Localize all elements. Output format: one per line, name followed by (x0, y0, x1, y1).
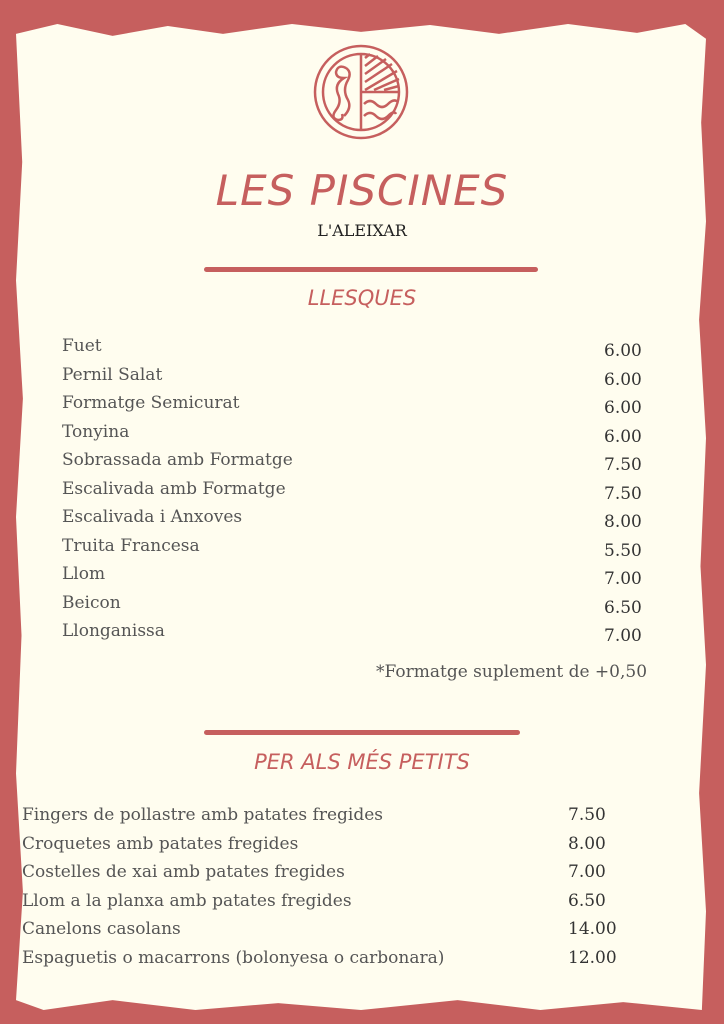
section-title-llesques: LLESQUES (307, 286, 417, 310)
menu-item-price: 12.00 (568, 947, 617, 968)
menu-item-name: Canelons casolans (22, 919, 181, 939)
menu-item-price: 8.00 (568, 833, 606, 854)
menu-item-price: 6.00 (604, 341, 642, 361)
menu-item-price: 7.50 (568, 805, 606, 825)
menu-item-name: Llom a la planxa amb patates fregides (22, 890, 352, 911)
menu-item-price: 6.00 (604, 369, 642, 390)
menu-item-price: 5.50 (604, 540, 642, 561)
restaurant-location: L'ALEIXAR (317, 221, 407, 240)
menu-item-name: Costelles de xai amb patates fregides (22, 862, 345, 882)
menu-item-name: Croquetes amb patates fregides (22, 833, 299, 854)
menu-item-name: Pernil Salat (62, 364, 163, 385)
menu-item-price: 6.50 (604, 597, 642, 618)
divider (204, 730, 520, 735)
menu-item-name: Fingers de pollastre amb patates fregides (22, 805, 384, 825)
menu-item-price: 7.00 (604, 569, 642, 589)
menu-item-price: 6.50 (568, 890, 606, 911)
menu-item-price: 7.50 (604, 483, 642, 504)
menu-item-price: 6.00 (604, 398, 642, 418)
menu-item-name: Llom (62, 564, 106, 584)
menu-item-name: Truita Francesa (62, 535, 200, 556)
menu-item-name: Espaguetis o macarrons (bolonyesa o carbonara) (22, 947, 445, 968)
menu-item-price: 7.00 (604, 626, 642, 646)
seahorse-logo-icon (310, 44, 412, 140)
menu-item-price: 14.00 (568, 919, 617, 939)
divider (204, 267, 538, 272)
menu-item-price: 8.00 (604, 512, 642, 532)
menu-item-name: Formatge Semicurat (62, 393, 240, 413)
menu-item-name: Llonganissa (62, 621, 165, 641)
menu-item-name: Tonyina (62, 421, 130, 442)
menu-item-name: Beicon (62, 592, 121, 613)
menu-item-name: Sobrassada amb Formatge (62, 450, 293, 470)
menu-item-price: 6.00 (604, 426, 642, 447)
restaurant-title: LES PISCINES (215, 166, 509, 215)
menu-item-name: Fuet (62, 336, 102, 356)
menu-item-price: 7.50 (604, 455, 642, 475)
section-title-petits: PER ALS MÉS PETITS (254, 750, 470, 774)
menu-item-name: Escalivada i Anxoves (62, 507, 243, 527)
cheese-note: *Formatge suplement de +0,50 (376, 662, 648, 682)
menu-item-name: Escalivada amb Formatge (62, 478, 286, 499)
menu-item-price: 7.00 (568, 862, 606, 882)
